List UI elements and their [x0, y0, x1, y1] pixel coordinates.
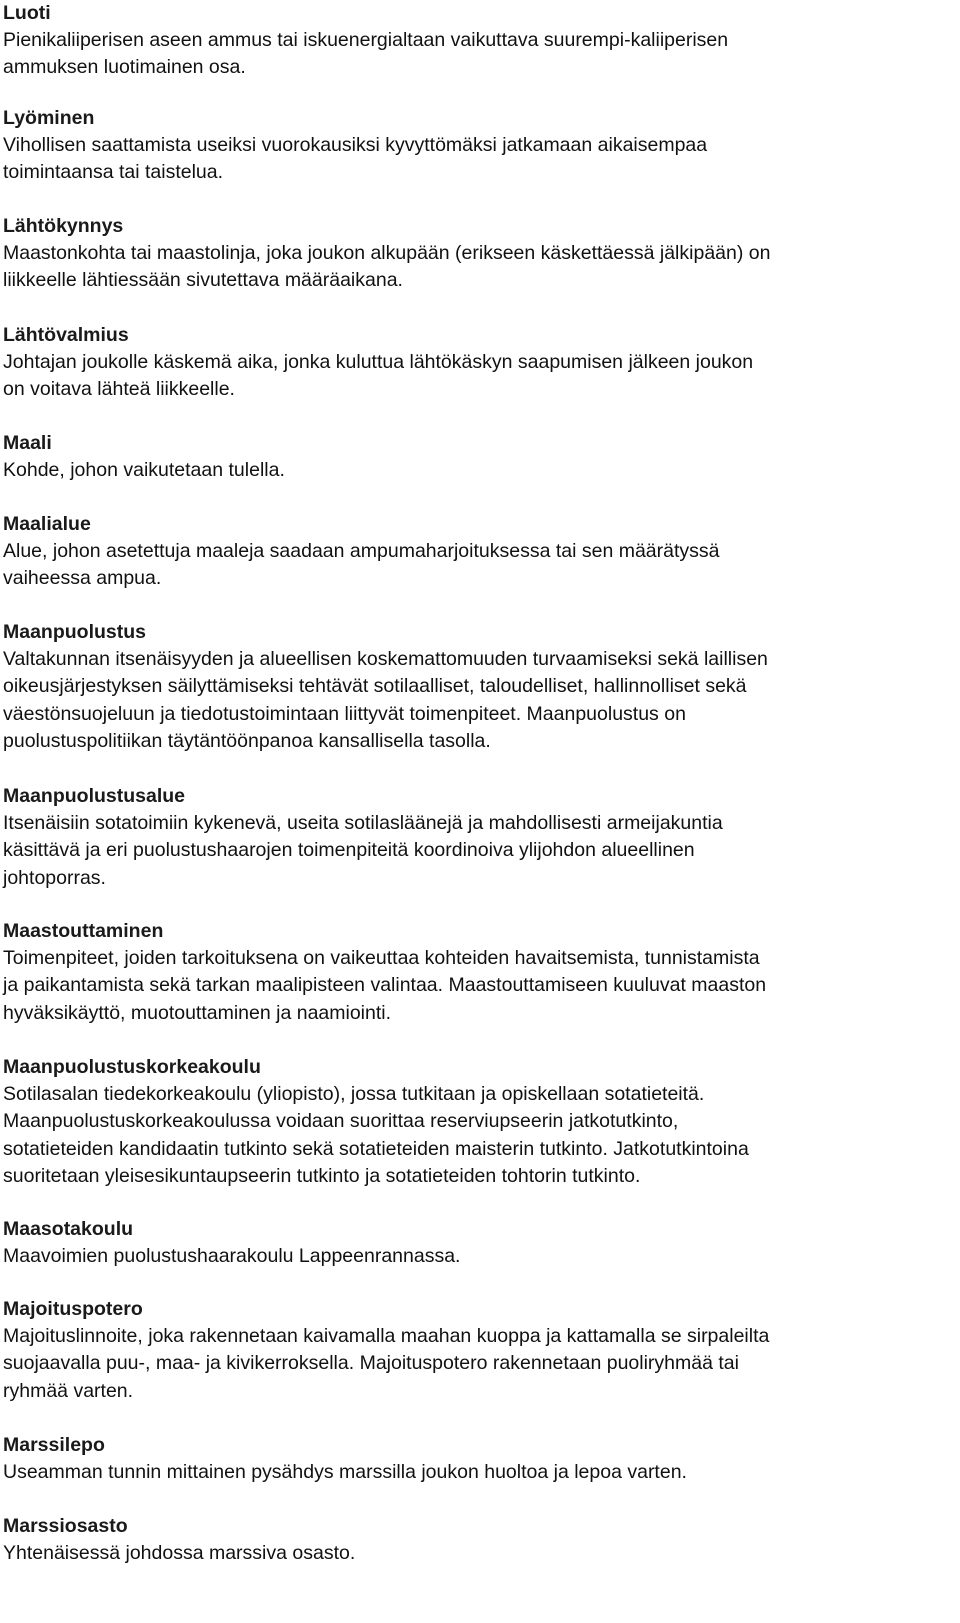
definition-line: Valtakunnan itsenäisyyden ja alueellisen koskemattomuuden turvaamiseksi sekä laillisen: [3, 648, 768, 670]
definition-line: oikeusjärjestyksen säilyttämiseksi tehtävät sotilaalliset, taloudelliset, hallinnolliset sekä: [3, 675, 747, 698]
entry-definition: [3, 538, 938, 593]
entry-definition: [3, 27, 938, 82]
definition-line: puolustuspolitiikan täytäntöönpanoa kansallisella tasolla.: [3, 729, 491, 752]
entry-term: Maalialue: [3, 513, 91, 535]
entry-term: Lähtökynnys: [3, 215, 124, 237]
definition-line: Johtajan joukolle käskemä aika, jonka kuluttua lähtökäskyn saapumisen jälkeen joukon: [3, 351, 754, 373]
entry-term: Maanpuolustus: [3, 621, 147, 643]
entry-definition: [3, 1459, 938, 1486]
definition-line: hyväksikäyttö, muotouttaminen ja naamiointi.: [3, 1001, 392, 1024]
entry-definition: [3, 349, 938, 404]
definition-line: Alue, johon asetettuja maaleja saadaan ampumaharjoituksessa tai sen määrätyssä: [3, 540, 720, 562]
definition-line: Maanpuolustuskorkeakoulussa voidaan suorittaa reserviupseerin jatkotutkinto,: [3, 1110, 679, 1133]
entry-definition: [3, 1243, 938, 1270]
definition-line: Kohde, johon vaikutetaan tulella.: [3, 459, 285, 481]
definition-line: Maastonkohta tai maastolinja, joka joukon alkupään (erikseen käskettäessä jälkipään) on: [3, 242, 771, 264]
entry-definition: [3, 457, 938, 484]
definition-line: Toimenpiteet, joiden tarkoituksena on vaikeuttaa kohteiden havaitsemista, tunnistamista: [3, 947, 760, 969]
entry-maastouttaminen: [3, 918, 938, 1027]
entry-majoituspotero: [3, 1296, 938, 1405]
entry-definition: [3, 240, 938, 295]
definition-line: johtoporras.: [3, 866, 106, 889]
definition-line: suojaavalla puu-, maa- ja kivikerroksella. Majoituspotero rakennetaan puoliryhmää tai: [3, 1352, 739, 1375]
definition-line: liikkeelle lähtiessään sivutettava määräaikana.: [3, 269, 403, 292]
entry-marssilepo: [3, 1432, 938, 1486]
entry-maanpuolustusalue: [3, 783, 938, 892]
entry-term: Lähtövalmius: [3, 324, 129, 346]
definition-line: on voitava lähteä liikkeelle.: [3, 378, 235, 401]
entry-term: Maastouttaminen: [3, 920, 164, 942]
definition-line: käsittävä ja eri puolustushaarojen toimenpiteitä koordinoiva ylijohdon alueellinen: [3, 839, 695, 862]
definition-line: ryhmää varten.: [3, 1379, 134, 1402]
definition-line: toimintaansa tai taistelua.: [3, 161, 224, 184]
entry-definition: [3, 945, 938, 1027]
entry-definition: [3, 132, 938, 187]
entry-lahtokynnys: [3, 213, 938, 295]
definition-line: ammuksen luotimainen osa.: [3, 56, 246, 79]
entry-marssiosasto: [3, 1513, 938, 1567]
entry-maali: [3, 430, 938, 484]
entry-maalialue: [3, 511, 938, 593]
entry-term: Marssilepo: [3, 1434, 105, 1456]
definition-line: vaiheessa ampua.: [3, 567, 162, 590]
definition-line: Maavoimien puolustushaarakoulu Lappeenrannassa.: [3, 1245, 461, 1267]
entry-definition: [3, 646, 938, 755]
definition-line: Sotilasalan tiedekorkeakoulu (yliopisto), jossa tutkitaan ja opiskellaan sotatieteitä.: [3, 1083, 705, 1105]
entry-definition: [3, 810, 938, 892]
entry-term: Maasotakoulu: [3, 1218, 134, 1240]
entry-term: Maanpuolustusalue: [3, 785, 186, 807]
entry-definition: [3, 1323, 938, 1405]
entry-maasotakoulu: [3, 1216, 938, 1270]
definition-line: ja paikantamista sekä tarkan maalipisteen valintaa. Maastouttamiseen kuuluvat maaston: [3, 974, 767, 997]
definition-line: Yhtenäisessä johdossa marssiva osasto.: [3, 1542, 356, 1564]
definition-line: sotatieteiden kandidaatin tutkinto sekä sotatieteiden maisterin tutkinto. Jatkotutkintoina: [3, 1137, 749, 1160]
entry-lyominen: [3, 105, 938, 187]
entry-luoti: [3, 0, 938, 82]
entry-term: Maanpuolustuskorkeakoulu: [3, 1056, 261, 1078]
entry-definition: [3, 1540, 938, 1567]
entry-maanpuolustuskorkeakoulu: [3, 1054, 938, 1190]
entry-term: Luoti: [3, 2, 51, 24]
entry-term: Marssiosasto: [3, 1515, 128, 1537]
entry-term: Majoituspotero: [3, 1298, 143, 1320]
definition-line: väestönsuojeluun ja tiedotustoimintaan liittyvät toimenpiteet. Maanpuolustus on: [3, 702, 686, 725]
definition-line: Itsenäisiin sotatoimiin kykenevä, useita sotilasläänejä ja mahdollisesti armeijakuntia: [3, 812, 723, 834]
definition-line: Majoituslinnoite, joka rakennetaan kaivamalla maahan kuoppa ja kattamalla se sirpaleilta: [3, 1325, 770, 1347]
entry-term: Maali: [3, 432, 52, 454]
definition-line: Useamman tunnin mittainen pysähdys marssilla joukon huoltoa ja lepoa varten.: [3, 1461, 687, 1483]
definition-line: Pienikaliiperisen aseen ammus tai iskuenergialtaan vaikuttava suurempi-kaliiperisen: [3, 29, 729, 51]
definition-line: Vihollisen saattamista useiksi vuorokausiksi kyvyttömäksi jatkamaan aikaisempaa: [3, 134, 708, 156]
entry-definition: [3, 1081, 938, 1190]
entry-term: Lyöminen: [3, 107, 95, 129]
definition-line: suoritetaan yleisesikuntaupseerin tutkinto ja sotatieteiden tohtorin tutkinto.: [3, 1164, 641, 1187]
entry-maanpuolustus: [3, 619, 938, 755]
entry-lahtovalmius: [3, 322, 938, 404]
